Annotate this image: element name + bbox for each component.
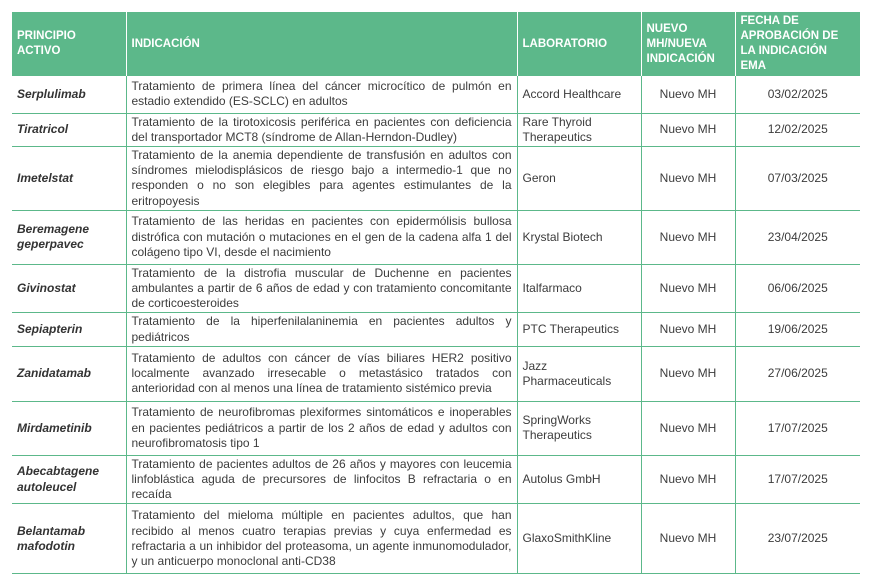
- cell-laboratorio: Jazz Pharmaceuticals: [517, 346, 641, 401]
- cell-principio-activo: Mirdametinib: [12, 401, 126, 455]
- cell-principio-activo: Sepiapterin: [12, 313, 126, 346]
- cell-fecha: 23/04/2025: [735, 210, 860, 264]
- cell-indicacion: Tratamiento del mieloma múltiple en pacientes adultos, que han recibido al menos cuatro terapias previas y cuya enfermedad es refractaria a un inhibidor del proteasoma, un agente inmunomodulador, y un anticuerpo monoclonal anti-CD38: [126, 504, 517, 574]
- cell-nuevo-mh: Nuevo MH: [641, 146, 735, 210]
- header-fecha-aprobacion: FECHA DE APROBACIÓN DE LA INDICACIÓN EMA: [735, 12, 860, 76]
- header-laboratorio: LABORATORIO: [517, 12, 641, 76]
- cell-indicacion: Tratamiento de la distrofia muscular de Duchenne en pacientes ambulantes a partir de 6 años de edad y con tratamiento concomitante de corticoesteroides: [126, 264, 517, 313]
- cell-nuevo-mh: Nuevo MH: [641, 113, 735, 146]
- table-body: [12, 76, 860, 574]
- cell-principio-activo: Tiratricol: [12, 113, 126, 146]
- cell-laboratorio: Rare Thyroid Therapeutics: [517, 113, 641, 146]
- cell-indicacion: Tratamiento de la hiperfenilalaninemia en pacientes adultos y pediátricos: [126, 313, 517, 346]
- approvals-table: [12, 12, 860, 574]
- cell-principio-activo: Abecabtagene autoleucel: [12, 455, 126, 504]
- cell-fecha: 12/02/2025: [735, 113, 860, 146]
- table-row: [12, 76, 860, 113]
- cell-nuevo-mh: Nuevo MH: [641, 346, 735, 401]
- cell-laboratorio: Accord Healthcare: [517, 76, 641, 113]
- cell-nuevo-mh: Nuevo MH: [641, 210, 735, 264]
- table-row: [12, 210, 860, 264]
- cell-indicacion: Tratamiento de la anemia dependiente de transfusión en adultos con síndromes mielodisplásicos de riesgo bajo a intermedio-1 que no responden o no son elegibles para agentes estimulantes de la eritropoyesis: [126, 146, 517, 210]
- cell-indicacion: Tratamiento de las heridas en pacientes con epidermólisis bullosa distrófica con mutación o mutaciones en el gen de la cadena alfa 1 del colágeno tipo VI, desde el nacimiento: [126, 210, 517, 264]
- cell-indicacion: Tratamiento de adultos con cáncer de vías biliares HER2 positivo localmente avanzado irresecable o metastásico tratados con anterioridad con al menos una línea de tratamiento sistémico previa: [126, 346, 517, 401]
- cell-laboratorio: Krystal Biotech: [517, 210, 641, 264]
- cell-fecha: 07/03/2025: [735, 146, 860, 210]
- cell-nuevo-mh: Nuevo MH: [641, 264, 735, 313]
- cell-indicacion: Tratamiento de pacientes adultos de 26 años y mayores con leucemia linfoblástica aguda de precursores de linfocitos B refractaria o en recaída: [126, 455, 517, 504]
- cell-principio-activo: Givinostat: [12, 264, 126, 313]
- cell-principio-activo: Serplulimab: [12, 76, 126, 113]
- cell-laboratorio: Autolus GmbH: [517, 455, 641, 504]
- cell-laboratorio: GlaxoSmithKline: [517, 504, 641, 574]
- cell-fecha: 27/06/2025: [735, 346, 860, 401]
- table-row: [12, 504, 860, 574]
- table-row: [12, 346, 860, 401]
- cell-indicacion: Tratamiento de la tirotoxicosis periférica en pacientes con deficiencia del transportador MCT8 (síndrome de Allan-Herndon-Dudley): [126, 113, 517, 146]
- cell-fecha: 06/06/2025: [735, 264, 860, 313]
- cell-fecha: 23/07/2025: [735, 504, 860, 574]
- cell-principio-activo: Imetelstat: [12, 146, 126, 210]
- cell-nuevo-mh: Nuevo MH: [641, 504, 735, 574]
- cell-nuevo-mh: Nuevo MH: [641, 313, 735, 346]
- header-row: [12, 12, 860, 76]
- cell-indicacion: Tratamiento de primera línea del cáncer microcítico de pulmón en estadio extendido (ES-SCLC) en adultos: [126, 76, 517, 113]
- table-row: [12, 401, 860, 455]
- cell-principio-activo: Belantamab mafodotin: [12, 504, 126, 574]
- table-row: [12, 313, 860, 346]
- cell-principio-activo: Beremagene geperpavec: [12, 210, 126, 264]
- cell-fecha: 17/07/2025: [735, 401, 860, 455]
- header-nuevo-mh: NUEVO MH/NUEVA INDICACIÓN: [641, 12, 735, 76]
- table-row: [12, 146, 860, 210]
- cell-fecha: 03/02/2025: [735, 76, 860, 113]
- table-row: [12, 264, 860, 313]
- header-indicacion: INDICACIÓN: [126, 12, 517, 76]
- table-row: [12, 113, 860, 146]
- cell-fecha: 19/06/2025: [735, 313, 860, 346]
- cell-nuevo-mh: Nuevo MH: [641, 401, 735, 455]
- cell-principio-activo: Zanidatamab: [12, 346, 126, 401]
- approvals-table-container: [12, 12, 860, 574]
- cell-laboratorio: PTC Therapeutics: [517, 313, 641, 346]
- cell-laboratorio: Italfarmaco: [517, 264, 641, 313]
- header-principio-activo: PRINCIPIO ACTIVO: [12, 12, 126, 76]
- table-header: [12, 12, 860, 76]
- cell-nuevo-mh: Nuevo MH: [641, 76, 735, 113]
- cell-fecha: 17/07/2025: [735, 455, 860, 504]
- table-row: [12, 455, 860, 504]
- cell-laboratorio: SpringWorks Therapeutics: [517, 401, 641, 455]
- cell-nuevo-mh: Nuevo MH: [641, 455, 735, 504]
- cell-indicacion: Tratamiento de neurofibromas plexiformes sintomáticos e inoperables en pacientes pediátricos a partir de los 2 años de edad y adultos con neurofibromatosis tipo 1: [126, 401, 517, 455]
- cell-laboratorio: Geron: [517, 146, 641, 210]
